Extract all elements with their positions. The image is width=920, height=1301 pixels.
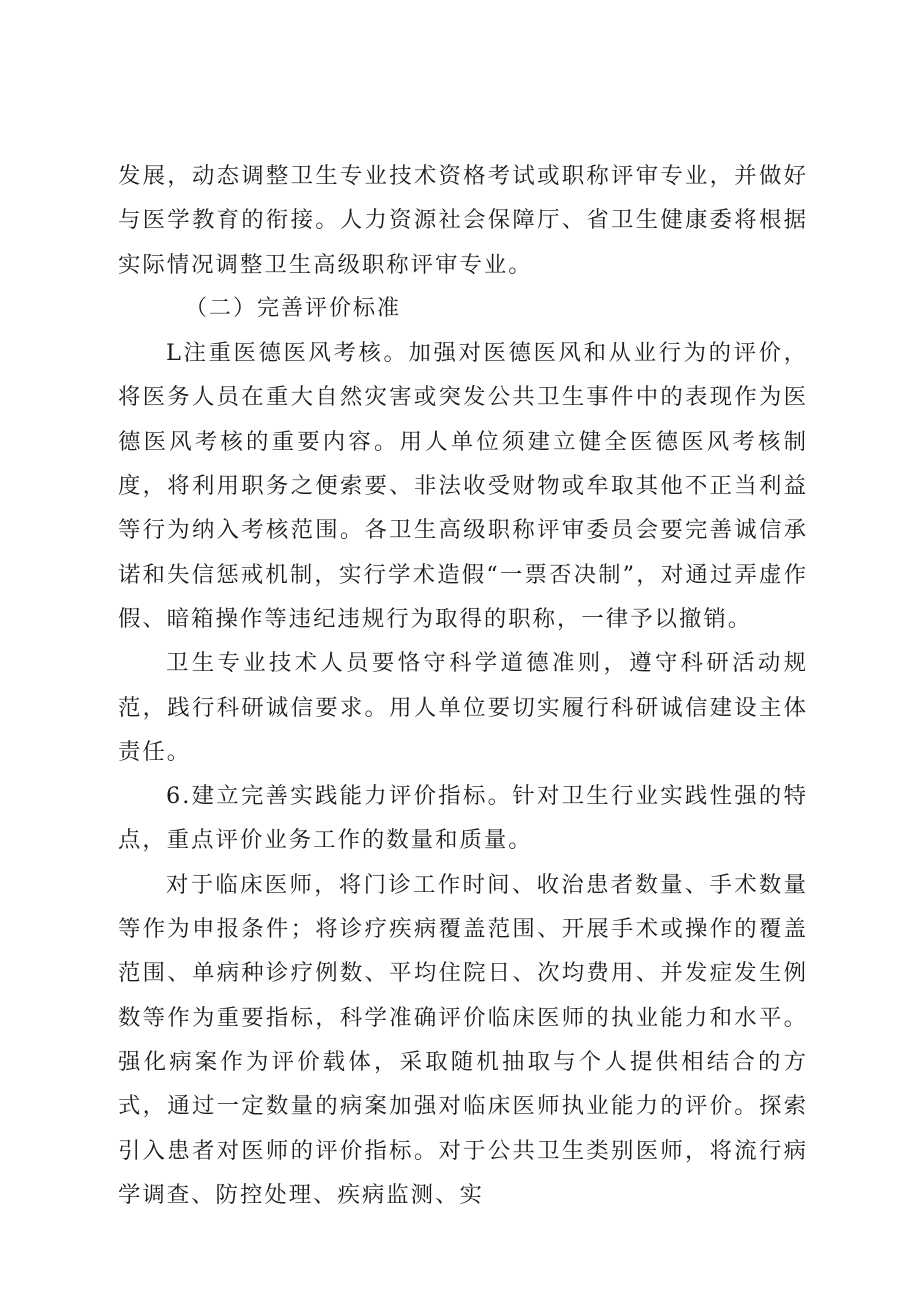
- paragraph-ethics-assessment: L注重医德医风考核。加强对医德医风和从业行为的评价，将医务人员在重大自然灾害或突发公共卫生事件中的表现作为医德医风考核的重要内容。用人单位须建立健全医德医风考核制度，将利用职务之便索要、非法收受财物或牟取其他不正当利益等行为纳入考核范围。各卫生高级职称评审委员会要完善诚信承诺和失信惩戒机制，实行学术造假“一票否决制”，对通过弄虚作假、暗箱操作等违纪违规行为取得的职称，一律予以撤销。: [118, 340, 808, 632]
- section-heading: （二）完善评价标准: [185, 295, 402, 321]
- paragraph-practice-indicators: 6.建立完善实践能力评价指标。针对卫生行业实践性强的特点，重点评价业务工作的数量和质量。: [118, 783, 808, 854]
- document-body: [118, 154, 808, 1217]
- paragraph-continuation: 发展，动态调整卫生专业技术资格考试或职称评审专业，并做好与医学教育的衔接。人力资源社会保障厅、省卫生健康委将根据实际情况调整卫生高级职称评审专业。: [118, 163, 808, 278]
- paragraph-research-integrity: 卫生专业技术人员要恪守科学道德准则，遵守科研活动规范，践行科研诚信要求。用人单位要切实履行科研诚信建设主体责任。: [118, 650, 808, 765]
- paragraph-clinical-physicians: 对于临床医师，将门诊工作时间、收治患者数量、手术数量等作为申报条件；将诊疗疾病覆盖范围、开展手术或操作的覆盖范围、单病种诊疗例数、平均住院日、次均费用、并发症发生例数等作为重要指标，科学准确评价临床医师的执业能力和水平。强化病案作为评价载体，采取随机抽取与个人提供相结合的方式，通过一定数量的病案加强对临床医师执业能力的评价。探索引入患者对医师的评价指标。对于公共卫生类别医师，将流行病学调查、防控处理、疾病监测、实: [118, 871, 808, 1208]
